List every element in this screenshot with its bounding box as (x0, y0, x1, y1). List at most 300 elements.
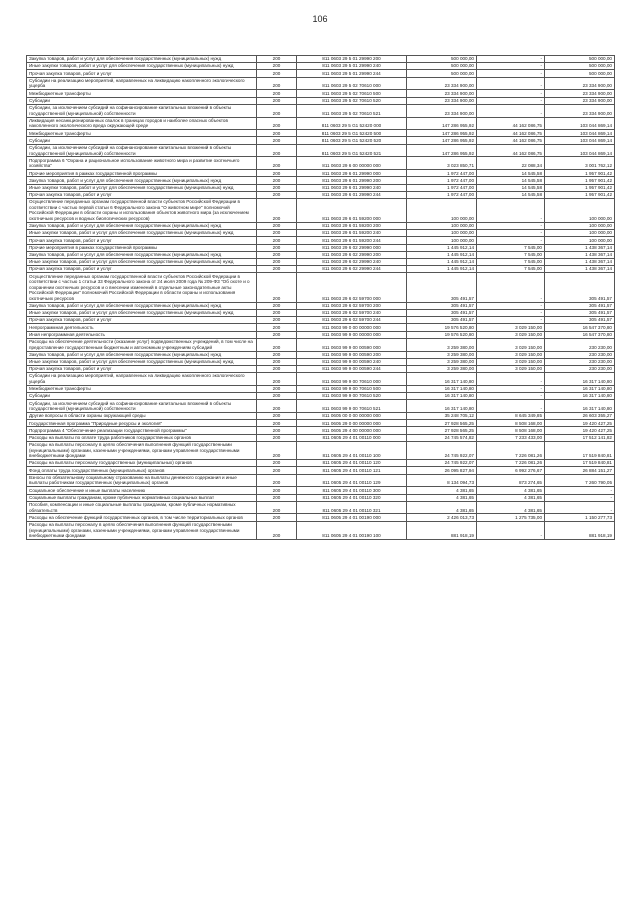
table-row (27, 117, 615, 130)
row-exec-cell: - (477, 400, 545, 413)
row-code-cell: 200 (257, 373, 297, 386)
row-rest-cell: 1 957 901,42 (545, 184, 615, 191)
row-code-cell: 200 (257, 331, 297, 338)
table-row (27, 230, 615, 237)
row-code-cell: 200 (257, 460, 297, 467)
row-kbk-cell: 811 0603 99 0 00 00000 000 (297, 324, 407, 331)
row-rest-cell: 1 438 367,14 (545, 266, 615, 273)
row-kbk-cell: 811 0603 99 9 00 70610 521 (297, 400, 407, 413)
row-plan-cell: 100 000,00 (407, 222, 477, 229)
row-plan-cell: 147 286 955,92 (407, 137, 477, 144)
row-plan-cell: 100 000,00 (407, 237, 477, 244)
row-code-cell: 200 (257, 90, 297, 97)
row-name-cell: Иные закупки товаров, работ и услуг для обеспечения государственных (муниципальных) нужд (27, 63, 257, 70)
row-kbk-cell: 811 0603 29 5 02 70610 521 (297, 104, 407, 117)
row-exec-cell: 8 508 168,00 (477, 420, 545, 427)
table-row (27, 70, 615, 77)
table-row (27, 467, 615, 474)
row-name-cell: Закупка товаров, работ и услуг для обеспечения государственных (муниципальных) нужд (27, 56, 257, 63)
row-kbk-cell: 811 0605 29 4 01 00110 100 (297, 441, 407, 459)
row-rest-cell: 17 519 840,81 (545, 441, 615, 459)
row-plan-cell: 27 928 565,25 (407, 427, 477, 434)
row-exec-cell: 44 162 086,75 (477, 130, 545, 137)
table-row (27, 184, 615, 191)
row-plan-cell: 23 334 900,00 (407, 90, 477, 97)
row-exec-cell: - (477, 56, 545, 63)
row-rest-cell: 100 000,00 (545, 198, 615, 222)
row-rest-cell: 19 420 427,25 (545, 427, 615, 434)
row-exec-cell: 1 275 735,00 (477, 514, 545, 521)
row-name-cell: Пособия, компенсации и иные социальные выплаты гражданам, кроме публичных нормативных обязательств (27, 501, 257, 514)
table-row (27, 441, 615, 459)
row-name-cell: Взносы по обязательному социальному страхованию на выплаты денежного содержания и иные выплаты работникам государственных (муниципальных) органов (27, 474, 257, 487)
row-code-cell: 200 (257, 63, 297, 70)
table-row (27, 130, 615, 137)
row-rest-cell: - (545, 494, 615, 501)
row-code-cell: 200 (257, 144, 297, 157)
row-kbk-cell: 811 0603 29 6 02 59700 200 (297, 302, 407, 309)
row-name-cell: Закупка товаров, работ и услуг для обеспечения государственных (муниципальных) нужд (27, 222, 257, 229)
row-kbk-cell: 811 0603 29 5 G1 52420 000 (297, 117, 407, 130)
table-row (27, 266, 615, 273)
row-exec-cell: - (477, 77, 545, 90)
row-kbk-cell: 811 0603 29 6 00 00000 000 (297, 157, 407, 170)
row-code-cell: 200 (257, 420, 297, 427)
table-row (27, 413, 615, 420)
table-row (27, 434, 615, 441)
row-code-cell: 200 (257, 177, 297, 184)
row-rest-cell: 23 334 900,00 (545, 104, 615, 117)
row-plan-cell: 4 381,65 (407, 501, 477, 514)
row-exec-cell: - (477, 90, 545, 97)
row-kbk-cell: 811 0605 29 4 01 00110 300 (297, 487, 407, 494)
row-rest-cell: 23 334 900,00 (545, 90, 615, 97)
table-row (27, 474, 615, 487)
row-plan-cell: 27 928 565,25 (407, 420, 477, 427)
row-kbk-cell: 811 0603 29 5 02 70610 500 (297, 90, 407, 97)
row-exec-cell: 4 381,65 (477, 494, 545, 501)
row-exec-cell: 7 545,00 (477, 251, 545, 258)
row-plan-cell: 147 286 955,92 (407, 117, 477, 130)
row-plan-cell: 1 972 447,00 (407, 184, 477, 191)
table-row (27, 385, 615, 392)
row-code-cell: 200 (257, 230, 297, 237)
row-rest-cell: 100 000,00 (545, 222, 615, 229)
row-code-cell: 200 (257, 258, 297, 265)
row-code-cell: 200 (257, 170, 297, 177)
row-kbk-cell: 811 0605 29 4 01 00110 000 (297, 434, 407, 441)
row-rest-cell: 17 512 141,82 (545, 434, 615, 441)
row-kbk-cell: 811 0605 29 4 00 00000 000 (297, 427, 407, 434)
row-kbk-cell: 811 0603 99 9 00 00590 240 (297, 358, 407, 365)
row-exec-cell: 7 545,00 (477, 244, 545, 251)
row-kbk-cell: 811 0605 00 0 00 00000 000 (297, 413, 407, 420)
row-kbk-cell: 811 0603 29 6 02 29990 000 (297, 244, 407, 251)
row-name-cell: Субсидии (27, 137, 257, 144)
row-exec-cell: 7 545,00 (477, 266, 545, 273)
row-code-cell: 200 (257, 467, 297, 474)
table-row (27, 460, 615, 467)
row-name-cell: Субсидии на реализацию мероприятий, направленных на ликвидацию накопленного экологического ущерба (27, 77, 257, 90)
row-kbk-cell: 811 0605 29 4 01 00190 100 (297, 521, 407, 539)
row-kbk-cell: 811 0603 29 5 G1 52420 500 (297, 130, 407, 137)
row-rest-cell: 103 044 869,14 (545, 130, 615, 137)
row-exec-cell: - (477, 104, 545, 117)
row-plan-cell: 23 334 900,00 (407, 97, 477, 104)
row-exec-cell: 14 545,58 (477, 177, 545, 184)
row-rest-cell: 100 000,00 (545, 230, 615, 237)
row-code-cell: 200 (257, 157, 297, 170)
row-rest-cell: 7 260 790,05 (545, 474, 615, 487)
table-row (27, 137, 615, 144)
row-code-cell: 200 (257, 441, 297, 459)
row-rest-cell: 1 438 367,14 (545, 258, 615, 265)
row-code-cell: 200 (257, 273, 297, 303)
row-kbk-cell: 811 0603 99 9 00 70610 500 (297, 385, 407, 392)
row-code-cell: 200 (257, 104, 297, 117)
row-exec-cell: 22 088,34 (477, 157, 545, 170)
row-kbk-cell: 811 0603 29 6 01 59200 244 (297, 237, 407, 244)
row-exec-cell: 3 029 150,00 (477, 331, 545, 338)
row-rest-cell: 16 547 370,80 (545, 331, 615, 338)
row-plan-cell: 16 317 140,80 (407, 373, 477, 386)
row-plan-cell: 3 259 380,00 (407, 365, 477, 372)
table-row (27, 427, 615, 434)
row-plan-cell: 500 000,00 (407, 70, 477, 77)
row-plan-cell: 2 426 013,73 (407, 514, 477, 521)
table-row (27, 317, 615, 324)
row-rest-cell: 305 491,57 (545, 302, 615, 309)
row-code-cell: 200 (257, 184, 297, 191)
row-code-cell: 200 (257, 191, 297, 198)
row-code-cell: 200 (257, 521, 297, 539)
row-plan-cell: 1 445 912,14 (407, 258, 477, 265)
row-code-cell: 200 (257, 317, 297, 324)
row-exec-cell: - (477, 97, 545, 104)
row-name-cell: Прочая закупка товаров, работ и услуг (27, 365, 257, 372)
table-row (27, 373, 615, 386)
row-name-cell: Иные закупки товаров, работ и услуг для обеспечения государственных (муниципальных) нужд (27, 230, 257, 237)
row-plan-cell: 16 317 140,80 (407, 393, 477, 400)
row-kbk-cell: 811 0603 29 5 01 29990 200 (297, 56, 407, 63)
row-name-cell: Осуществление переданных органам государственной власти субъектов Российской Федерации в соответствии с частью 1 статьи 33 Федерального закона от 24 июля 2009 года № 209-ФЗ "Об охоте и о сохранении охотничьих ресурсов и о внесении изменений в отдельные законодательные акты Российской Федерации" полномочий Российской Федерации в области охраны и использования охотничьих ресурсов (27, 273, 257, 303)
row-kbk-cell: 811 0603 29 6 02 59700 244 (297, 317, 407, 324)
row-kbk-cell: 811 0603 99 9 00 00590 244 (297, 365, 407, 372)
row-rest-cell: 16 317 140,80 (545, 373, 615, 386)
row-exec-cell: - (477, 521, 545, 539)
row-plan-cell: 1 445 912,14 (407, 244, 477, 251)
table-row (27, 338, 615, 351)
table-row (27, 56, 615, 63)
row-plan-cell: 100 000,00 (407, 230, 477, 237)
row-plan-cell: 305 491,57 (407, 317, 477, 324)
row-rest-cell: 230 230,00 (545, 365, 615, 372)
row-code-cell: 200 (257, 77, 297, 90)
row-exec-cell: - (477, 222, 545, 229)
row-rest-cell: 305 491,57 (545, 310, 615, 317)
row-rest-cell: 881 918,19 (545, 521, 615, 539)
row-code-cell: 200 (257, 130, 297, 137)
row-rest-cell: 230 230,00 (545, 338, 615, 351)
row-name-cell: Субсидии (27, 393, 257, 400)
row-name-cell: Расходы на выплаты персоналу государственных (муниципальных) органов (27, 460, 257, 467)
row-kbk-cell: 811 0603 99 9 00 00590 200 (297, 351, 407, 358)
row-plan-cell: 24 745 574,82 (407, 434, 477, 441)
row-exec-cell: - (477, 385, 545, 392)
row-name-cell: Расходы на выплаты по оплате труда работников государственных органов (27, 434, 257, 441)
row-code-cell: 200 (257, 501, 297, 514)
budget-execution-table (26, 55, 615, 540)
row-name-cell: Непрограммная деятельность (27, 324, 257, 331)
table-row (27, 331, 615, 338)
row-rest-cell: 17 519 840,81 (545, 460, 615, 467)
table-row (27, 157, 615, 170)
row-name-cell: Субсидии на реализацию мероприятий, направленных на ликвидацию накопленного экологического ущерба (27, 373, 257, 386)
table-row (27, 310, 615, 317)
row-kbk-cell: 811 0605 29 4 01 00110 320 (297, 494, 407, 501)
row-rest-cell: 103 044 869,14 (545, 117, 615, 130)
row-rest-cell: 26 884 151,27 (545, 467, 615, 474)
row-code-cell: 200 (257, 400, 297, 413)
row-name-cell: Субсидии, за исключением субсидий на софинансирование капитальных вложений в объекты государственной (муниципальной) собственности (27, 144, 257, 157)
table-row (27, 77, 615, 90)
row-name-cell: Иные закупки товаров, работ и услуг для обеспечения государственных (муниципальных) нужд (27, 258, 257, 265)
row-plan-cell: 3 259 380,00 (407, 338, 477, 351)
row-plan-cell: 26 095 827,94 (407, 467, 477, 474)
table-row (27, 324, 615, 331)
row-exec-cell: 14 545,58 (477, 184, 545, 191)
row-name-cell: Государственная программа "Природные ресурсы и экология" (27, 420, 257, 427)
row-kbk-cell: 811 0603 29 5 01 29990 244 (297, 70, 407, 77)
row-name-cell: Фонд оплаты труда государственных (муниципальных) органов (27, 467, 257, 474)
row-code-cell: 200 (257, 222, 297, 229)
row-code-cell: 200 (257, 514, 297, 521)
row-code-cell: 200 (257, 351, 297, 358)
row-name-cell: Иные закупки товаров, работ и услуг для обеспечения государственных (муниципальных) нужд (27, 358, 257, 365)
row-kbk-cell: 811 0603 29 6 01 29990 240 (297, 184, 407, 191)
row-kbk-cell: 811 0603 29 6 02 59700 000 (297, 273, 407, 303)
row-exec-cell: 3 029 150,00 (477, 358, 545, 365)
row-rest-cell: 1 150 277,73 (545, 514, 615, 521)
row-plan-cell: 147 286 955,92 (407, 130, 477, 137)
table-row (27, 365, 615, 372)
row-exec-cell: 3 029 150,00 (477, 365, 545, 372)
row-plan-cell: 24 745 922,07 (407, 460, 477, 467)
row-rest-cell: 26 603 355,27 (545, 413, 615, 420)
row-name-cell: Прочая закупка товаров, работ и услуг (27, 70, 257, 77)
row-name-cell: Закупка товаров, работ и услуг для обеспечения государственных (муниципальных) нужд (27, 351, 257, 358)
row-exec-cell: 3 029 150,00 (477, 351, 545, 358)
row-name-cell: Иные закупки товаров, работ и услуг для обеспечения государственных (муниципальных) нужд (27, 184, 257, 191)
row-name-cell: Подпрограмма 4 "Обеспечение реализации государственной программы" (27, 427, 257, 434)
row-code-cell: 200 (257, 365, 297, 372)
row-name-cell: Подпрограмма 6 "Охрана и рациональное использование животного мира и развитие охотничьего хозяйства" (27, 157, 257, 170)
row-plan-cell: 16 317 140,80 (407, 385, 477, 392)
row-kbk-cell: 811 0603 99 9 00 00000 000 (297, 331, 407, 338)
row-name-cell: Расходы на выплаты персоналу в целях обеспечения выполнения функций государственными (муниципальными) органами, казенными учреждениями, органами управления государственными внебюджетными фондами (27, 441, 257, 459)
table-row (27, 251, 615, 258)
row-plan-cell: 305 491,57 (407, 273, 477, 303)
row-kbk-cell: 811 0603 29 6 02 29990 240 (297, 258, 407, 265)
row-name-cell: Прочая закупка товаров, работ и услуг (27, 237, 257, 244)
table-body (27, 56, 615, 540)
row-kbk-cell: 811 0603 29 6 01 59200 200 (297, 222, 407, 229)
row-name-cell: Осуществление переданных органам государственной власти субъектов Российской Федерации в соответствии с частью первой статьи 6 Федерального закона "О животном мире" полномочий Российской Федерации в области охраны и использования объектов животного мира (за исключением охотничьих ресурсов и водных биологических ресурсов) (27, 198, 257, 222)
row-exec-cell: 8 645 349,85 (477, 413, 545, 420)
row-code-cell: 200 (257, 237, 297, 244)
row-exec-cell: 44 162 086,75 (477, 144, 545, 157)
row-exec-cell: 4 381,65 (477, 487, 545, 494)
row-code-cell: 200 (257, 338, 297, 351)
row-kbk-cell: 811 0603 99 9 00 70610 000 (297, 373, 407, 386)
row-plan-cell: 500 000,00 (407, 56, 477, 63)
table-row (27, 521, 615, 539)
row-code-cell: 200 (257, 137, 297, 144)
row-name-cell: Расходы на обеспечение функций государственных органов, в том числе территориальных органов (27, 514, 257, 521)
row-kbk-cell: 811 0605 29 4 01 00110 129 (297, 474, 407, 487)
table-row (27, 487, 615, 494)
row-kbk-cell: 811 0605 29 4 01 00110 121 (297, 467, 407, 474)
row-exec-cell: - (477, 373, 545, 386)
row-plan-cell: 147 286 955,92 (407, 144, 477, 157)
table-row (27, 244, 615, 251)
table-row (27, 191, 615, 198)
page-number: 106 (312, 14, 328, 24)
row-name-cell: Ликвидация несанкционированных свалок в границах городов и наиболее опасных объектов накопленного экологического вреда окружающей среде (27, 117, 257, 130)
row-code-cell: 200 (257, 56, 297, 63)
row-exec-cell: 44 162 086,75 (477, 137, 545, 144)
table-row (27, 177, 615, 184)
row-rest-cell: 19 420 427,25 (545, 420, 615, 427)
row-exec-cell: 14 545,58 (477, 170, 545, 177)
row-rest-cell: 1 438 367,14 (545, 251, 615, 258)
row-kbk-cell: 811 0605 29 4 01 00110 120 (297, 460, 407, 467)
row-code-cell: 200 (257, 302, 297, 309)
row-plan-cell: 19 576 520,80 (407, 324, 477, 331)
row-rest-cell: 16 317 140,80 (545, 385, 615, 392)
row-kbk-cell: 811 0605 29 0 00 00000 000 (297, 420, 407, 427)
row-code-cell: 200 (257, 393, 297, 400)
row-name-cell: Прочие мероприятия в рамках государственной программы (27, 170, 257, 177)
row-code-cell: 200 (257, 244, 297, 251)
row-name-cell: Иная непрограммная деятельность (27, 331, 257, 338)
row-exec-cell: - (477, 273, 545, 303)
row-rest-cell: 3 001 762,12 (545, 157, 615, 170)
table-row (27, 198, 615, 222)
row-rest-cell: 23 334 900,00 (545, 97, 615, 104)
row-plan-cell: 4 381,65 (407, 487, 477, 494)
row-name-cell: Закупка товаров, работ и услуг для обеспечения государственных (муниципальных) нужд (27, 177, 257, 184)
row-plan-cell: 1 972 447,00 (407, 191, 477, 198)
row-code-cell: 200 (257, 427, 297, 434)
row-name-cell: Прочие мероприятия в рамках государственной программы (27, 244, 257, 251)
row-rest-cell: 1 957 901,42 (545, 170, 615, 177)
row-kbk-cell: 811 0603 29 5 02 70610 520 (297, 97, 407, 104)
row-rest-cell: 100 000,00 (545, 237, 615, 244)
row-kbk-cell: 811 0605 29 4 01 00190 000 (297, 514, 407, 521)
row-code-cell: 200 (257, 266, 297, 273)
row-kbk-cell: 811 0603 29 5 G1 52420 520 (297, 137, 407, 144)
row-code-cell: 200 (257, 117, 297, 130)
row-kbk-cell: 811 0603 29 6 02 29990 244 (297, 266, 407, 273)
row-plan-cell: 1 445 912,14 (407, 251, 477, 258)
row-plan-cell: 1 972 447,00 (407, 170, 477, 177)
table-row (27, 170, 615, 177)
row-kbk-cell: 811 0603 29 5 01 29990 240 (297, 63, 407, 70)
row-kbk-cell: 811 0603 29 6 01 59200 000 (297, 198, 407, 222)
row-exec-cell: 14 545,58 (477, 191, 545, 198)
row-rest-cell: 230 230,00 (545, 351, 615, 358)
table-row (27, 97, 615, 104)
row-kbk-cell: 811 0603 29 6 01 29990 200 (297, 177, 407, 184)
table-row (27, 420, 615, 427)
row-code-cell: 200 (257, 310, 297, 317)
row-code-cell: 200 (257, 474, 297, 487)
row-kbk-cell: 811 0603 29 6 02 59700 240 (297, 310, 407, 317)
row-exec-cell: 7 545,00 (477, 258, 545, 265)
row-name-cell: Закупка товаров, работ и услуг для обеспечения государственных (муниципальных) нужд (27, 251, 257, 258)
row-code-cell: 200 (257, 487, 297, 494)
row-kbk-cell: 811 0603 29 5 02 70610 000 (297, 77, 407, 90)
row-plan-cell: 500 000,00 (407, 63, 477, 70)
row-name-cell: Субсидии, за исключением субсидий на софинансирование капитальных вложений в объекты государственной (муниципальной) собственности (27, 104, 257, 117)
row-code-cell: 200 (257, 494, 297, 501)
row-plan-cell: 16 317 140,80 (407, 400, 477, 413)
row-rest-cell: 500 000,00 (545, 70, 615, 77)
row-exec-cell: - (477, 198, 545, 222)
row-kbk-cell: 811 0603 29 6 01 29990 244 (297, 191, 407, 198)
row-name-cell: Субсидии, за исключением субсидий на софинансирование капитальных вложений в объекты государственной (муниципальной) собственности (27, 400, 257, 413)
table-row (27, 494, 615, 501)
row-code-cell: 200 (257, 324, 297, 331)
row-kbk-cell: 811 0603 99 9 00 70610 520 (297, 393, 407, 400)
row-exec-cell: 3 029 150,00 (477, 324, 545, 331)
row-exec-cell: - (477, 317, 545, 324)
row-exec-cell: 44 162 086,75 (477, 117, 545, 130)
row-kbk-cell: 811 0603 29 5 G1 52420 521 (297, 144, 407, 157)
row-exec-cell: - (477, 237, 545, 244)
row-plan-cell: 19 576 520,80 (407, 331, 477, 338)
row-rest-cell: 16 317 140,80 (545, 393, 615, 400)
row-rest-cell: 500 000,00 (545, 63, 615, 70)
row-kbk-cell: 811 0603 29 6 01 29990 000 (297, 170, 407, 177)
table-row (27, 144, 615, 157)
row-exec-cell: - (477, 70, 545, 77)
table-row (27, 393, 615, 400)
row-rest-cell: 16 547 370,80 (545, 324, 615, 331)
row-kbk-cell: 811 0605 29 4 01 00110 321 (297, 501, 407, 514)
row-plan-cell: 8 134 094,73 (407, 474, 477, 487)
table-row (27, 358, 615, 365)
row-code-cell: 200 (257, 97, 297, 104)
row-kbk-cell: 811 0603 29 6 02 29990 200 (297, 251, 407, 258)
row-name-cell: Закупка товаров, работ и услуг для обеспечения государственных (муниципальных) нужд (27, 302, 257, 309)
row-code-cell: 200 (257, 434, 297, 441)
row-name-cell: Социальные выплаты гражданам, кроме публичных нормативных социальных выплат (27, 494, 257, 501)
table-row (27, 514, 615, 521)
row-rest-cell: 230 230,00 (545, 358, 615, 365)
row-rest-cell: 103 044 869,14 (545, 144, 615, 157)
table-row (27, 222, 615, 229)
row-exec-cell: 8 508 168,00 (477, 427, 545, 434)
row-name-cell: Расходы на выплаты персоналу в целях обеспечения выполнения функций государственными (муниципальными) органами, казенными учреждениями, органами управления государственными внебюджетными фондами (27, 521, 257, 539)
row-plan-cell: 100 000,00 (407, 198, 477, 222)
table-row (27, 400, 615, 413)
row-plan-cell: 23 334 900,00 (407, 77, 477, 90)
table-row (27, 237, 615, 244)
row-code-cell: 200 (257, 251, 297, 258)
row-exec-cell: - (477, 310, 545, 317)
